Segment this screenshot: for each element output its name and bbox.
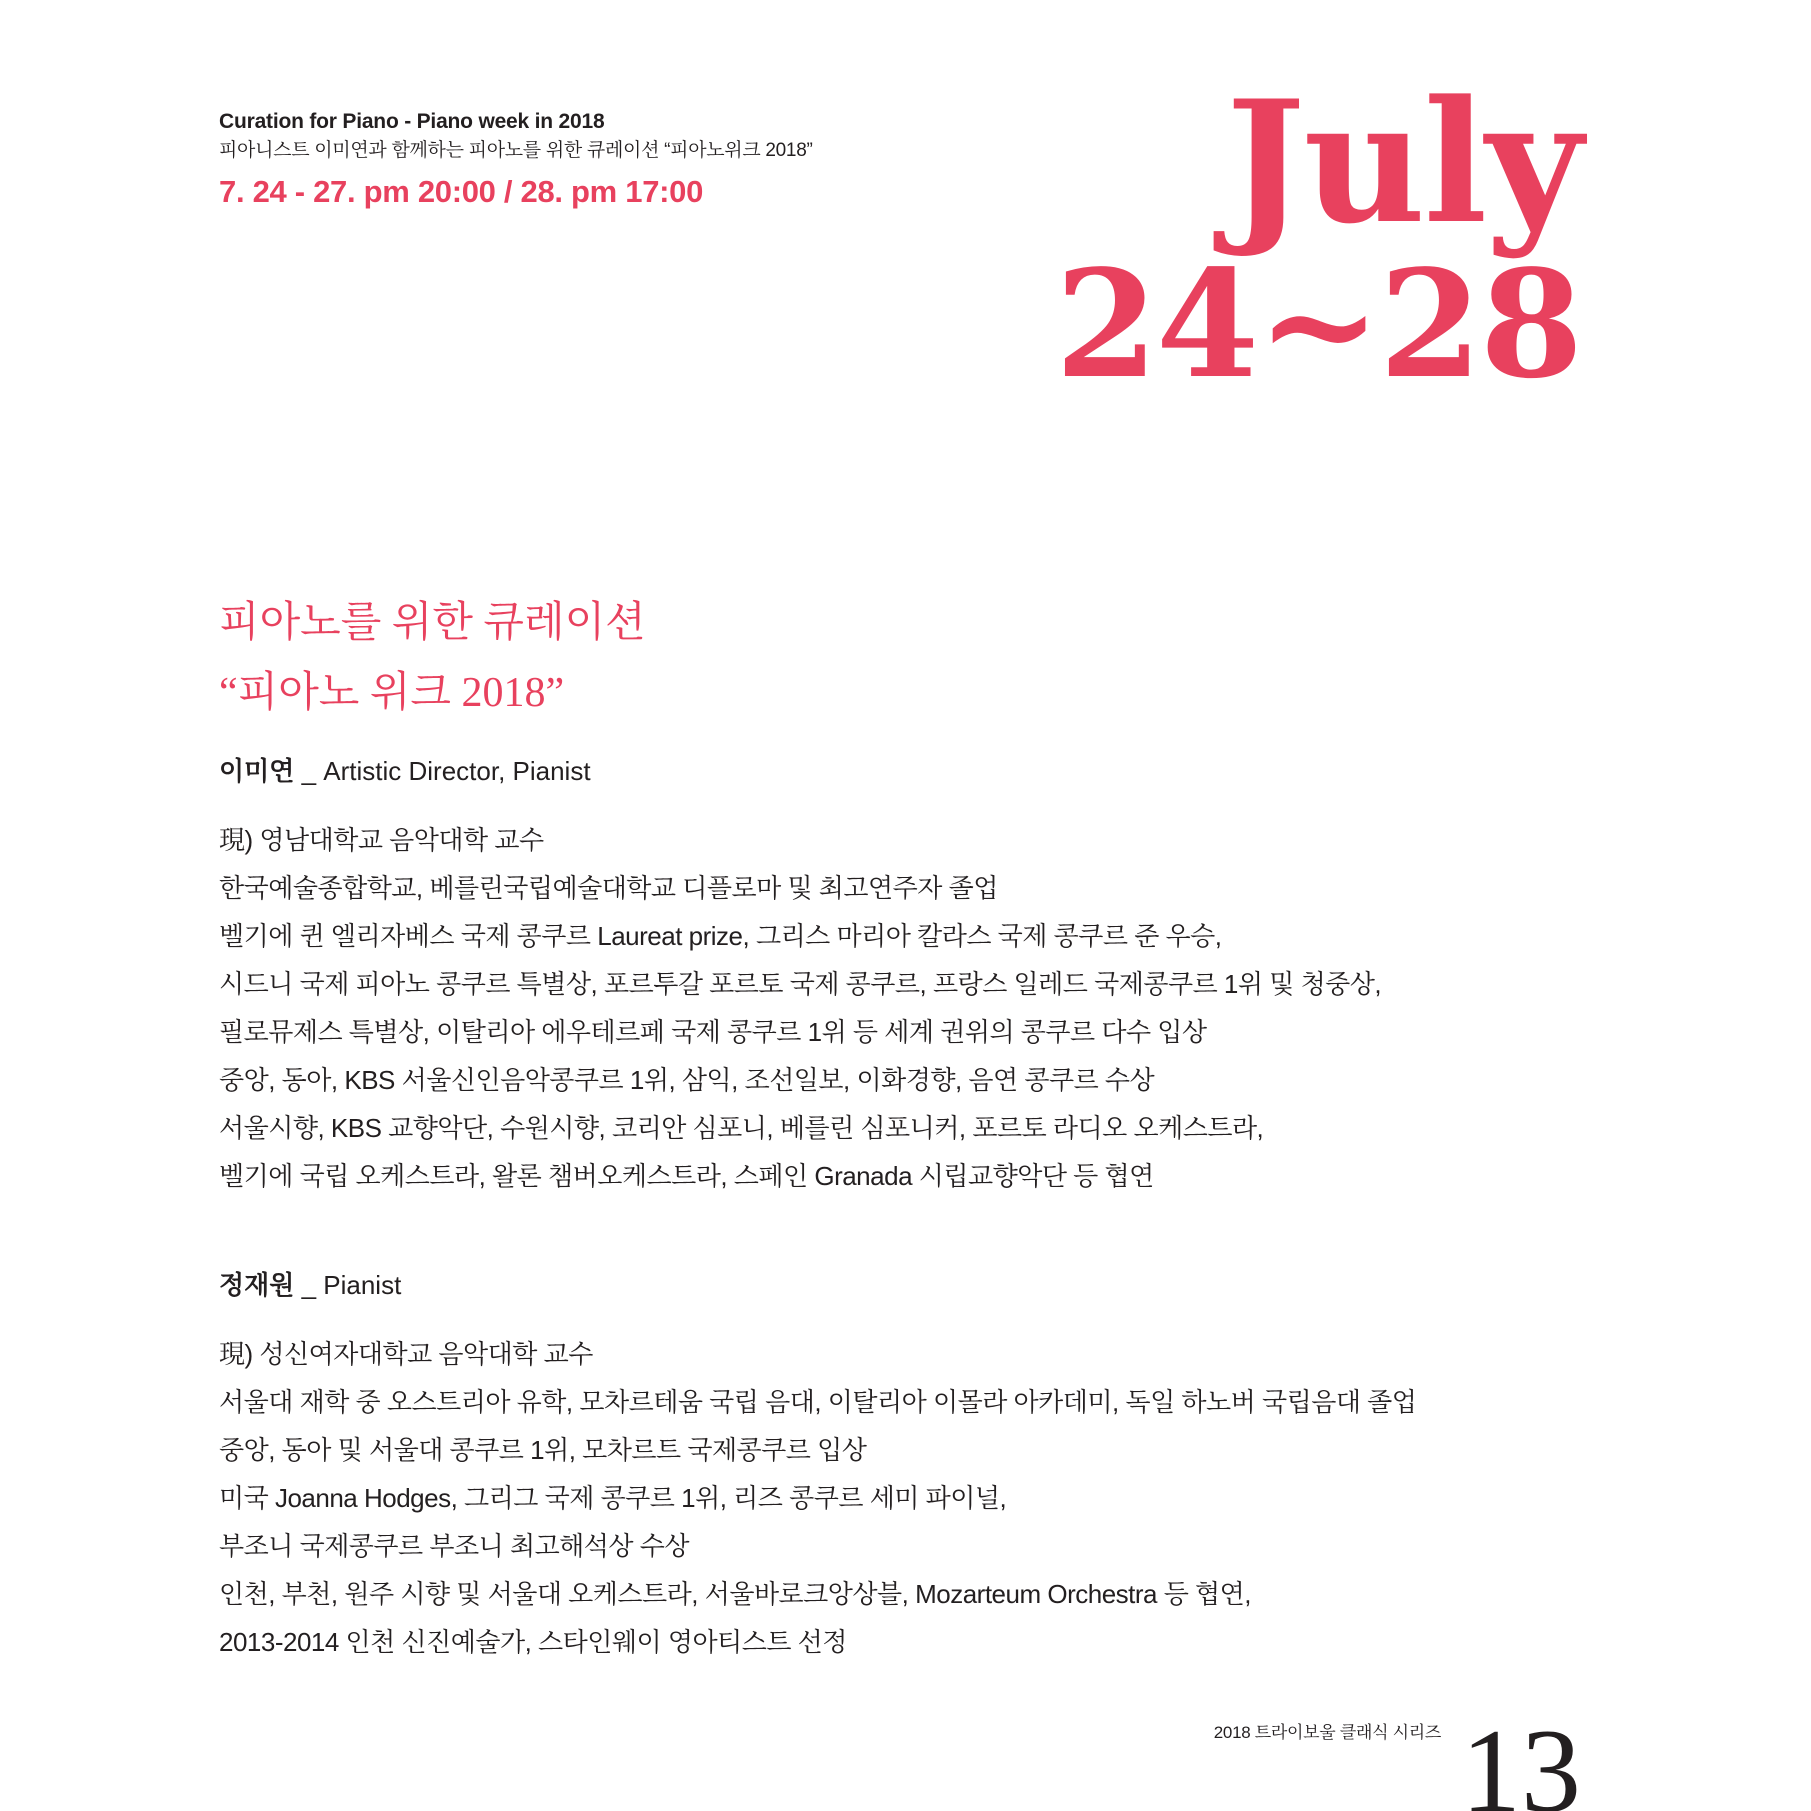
bio-line: 부조니 국제콩쿠르 부조니 최고해석상 수상 bbox=[219, 1531, 689, 1561]
header-title-en: Curation for Piano - Piano week in 2018 bbox=[219, 110, 605, 133]
page-number: 13 bbox=[1461, 1721, 1581, 1811]
bio-line: 벨기에 국립 오케스트라, 왈론 챔버오케스트라, 스페인 Granada 시립교향악단 등 협연 bbox=[219, 1161, 1154, 1191]
person-role: _ Artistic Director, Pianist bbox=[294, 756, 591, 786]
bio-line: 서울시향, KBS 교향악단, 수원시향, 코리안 심포니, 베를린 심포니커, 포르토 라디오 오케스트라, bbox=[219, 1113, 1264, 1143]
header bbox=[219, 108, 813, 212]
bio-line: 중앙, 동아 및 서울대 콩쿠르 1위, 모차르트 국제콩쿠르 입상 bbox=[219, 1435, 867, 1465]
bio-line: 미국 Joanna Hodges, 그리그 국제 콩쿠르 1위, 리즈 콩쿠르 세미 파이널, bbox=[219, 1483, 1007, 1513]
person-bio bbox=[219, 1330, 1416, 1666]
person-name: 정재원 bbox=[219, 1270, 295, 1300]
section-title-line2: “피아노 위크 2018” bbox=[219, 670, 565, 716]
header-title-ko: 피아니스트 이미연과 함께하는 피아노를 위한 큐레이션 “피아노위크 2018” bbox=[219, 140, 813, 161]
bio-line: 시드니 국제 피아노 콩쿠르 특별상, 포르투갈 포르토 국제 콩쿠르, 프랑스 일레드 국제콩쿠르 1위 및 청중상, bbox=[219, 969, 1382, 999]
footer bbox=[1214, 1718, 1581, 1811]
bio-line: 2013-2014 인천 신진예술가, 스타인웨이 영아티스트 선정 bbox=[219, 1627, 847, 1657]
section-title bbox=[219, 588, 646, 728]
person-name: 이미연 bbox=[219, 756, 295, 786]
person-bio bbox=[219, 816, 1381, 1200]
person-heading bbox=[219, 1268, 1416, 1302]
bio-line: 중앙, 동아, KBS 서울신인음악콩쿠르 1위, 삼익, 조선일보, 이화경향, 음연 콩쿠르 수상 bbox=[219, 1065, 1155, 1095]
header-schedule: 7. 24 - 27. pm 20:00 / 28. pm 17:00 bbox=[219, 174, 704, 209]
bio-line: 現) 성신여자대학교 음악대학 교수 bbox=[219, 1339, 593, 1369]
person-role: _ Pianist bbox=[294, 1270, 402, 1300]
section-title-line1: 피아노를 위한 큐레이션 bbox=[219, 600, 646, 646]
bio-line: 벨기에 퀸 엘리자베스 국제 콩쿠르 Laureat prize, 그리스 마리아 칼라스 국제 콩쿠르 준 우승, bbox=[219, 921, 1222, 951]
person-profile-1 bbox=[219, 754, 1381, 1200]
bio-line: 인천, 부천, 원주 시향 및 서울대 오케스트라, 서울바로크앙상블, Mozarteum Orchestra 등 협연, bbox=[219, 1579, 1252, 1609]
bio-line: 서울대 재학 중 오스트리아 유학, 모차르테움 국립 음대, 이탈리아 이몰라 아카데미, 독일 하노버 국립음대 졸업 bbox=[219, 1387, 1417, 1417]
bio-line: 필로뮤제스 특별상, 이탈리아 에우테르페 국제 콩쿠르 1위 등 세계 권위의 콩쿠르 다수 입상 bbox=[219, 1017, 1207, 1047]
big-date-range: 24~28 bbox=[1055, 237, 1581, 411]
footer-series: 2018 트라이보울 클래식 시리즈 bbox=[1213, 1723, 1441, 1742]
big-date bbox=[1055, 63, 1581, 411]
person-heading bbox=[219, 754, 1381, 788]
bio-line: 現) 영남대학교 음악대학 교수 bbox=[219, 825, 544, 855]
person-profile-2 bbox=[219, 1268, 1416, 1666]
big-date-month: July bbox=[1225, 63, 1581, 261]
bio-line: 한국예술종합학교, 베를린국립예술대학교 디플로마 및 최고연주자 졸업 bbox=[219, 873, 998, 903]
